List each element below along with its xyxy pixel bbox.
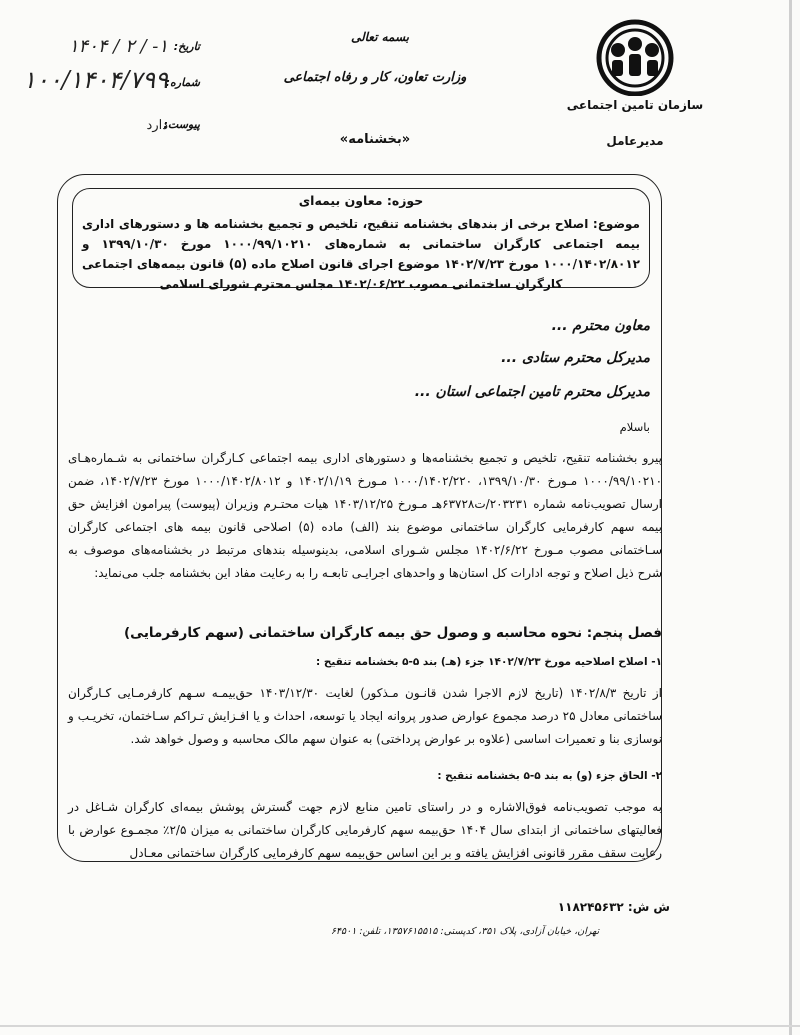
attachment-label: پیوست: <box>163 118 200 131</box>
attachment-value: دارد <box>146 118 168 133</box>
domain-line: حوزه: معاون بیمه‌ای <box>298 193 424 208</box>
document-type-label: «بخشنامه» <box>339 132 411 147</box>
salutation: باسلام <box>619 420 650 434</box>
item1-heading: ۱- اصلاح اصلاحیه مورخ ۱۴۰۲/۷/۲۳ جزء (هـ) بند ۵-۵ بخشنامه تنقیح : <box>315 656 662 668</box>
item2-paragraph: به موجب تصویب‌نامه فوق‌الاشاره و در راستای تامین منابع لازم جهت گسترش پوشش بیمه‌ای کارگران شـاغل در فعالیتهای ساختمانی از ابتدای سال ۱۴۰۴ حق‌بیمه سهم کارفرمایی کارگران ساختمانی به میزان ۲/۵٪ مجمـوع عوارض با رعایت سقف مقرر قانونی افزایش یافته و بر این اساس حق‌بیمه سهم کارفرمایی کارگران ساختمانی معـادل <box>68 800 663 860</box>
footer-address: تهران، خیابان آزادی، پلاک ۳۵۱، کدپستی: ۱۳۵۷۶۱۵۵۱۵، تلفن: ۶۴۵۰۱ <box>330 926 600 937</box>
subject-line: موضوع: اصلاح برخی از بندهای بخشنامه تنقیح، تلخیص و تجمیع بخشنامه ها و دستورهای اداری بیمه اجتماعی کارگران ساختمانی به شماره‌های ۱۰۰۰/۹۹/۱۰۲۱۰ مورخ ۱۳۹۹/۱۰/۳۰ و ۱۰۰۰/۱۴۰۲/۸۰۱۲ مورخ ۱۴۰۲/۷/۲۳ موضوع اجرای قانون اصلاح ماده (۵) قانون بیمه‌های اجتماعی کارگران ساختمانی مصوب ۱۴۰۲/۰۶/۲۲ مجلس محترم شورای اسلامی <box>82 217 640 291</box>
intro-paragraph: پیرو بخشنامه تنقیح، تلخیص و تجمیع بخشنامه‌ها و دستورهای اداری بیمه اجتماعی کـارگران ساختمانی به شـماره‌هـای ۱۰۰۰/۹۹/۱۰۲۱۰ مـورخ ۱۳۹۹/۱۰/۳۰، ۱۰۰۰/۱۴۰۲/۲۲۰ مـورخ ۱۴۰۲/۱/۱۹ و ۱۰۰۰/۱۴۰۲/۸۰۱۲ مورخ ۱۴۰۲/۷/۲۳، ضمن ارسال تصویب‌نامه شماره ۲۰۳۲۳۱/ت۶۳۷۲۸هـ مـورخ ۱۴۰۳/۱۲/۲۵ هیات محتـرم وزیران (پیوست) پیرامون افزایش حق بیمه سهم کارفرمایی کارگران ساختمانی موضوع بند (الف) ماده (۵) اصلاحی قانون بیمه های اجتماعی کارگران سـاختمانی مصوب مـورخ ۱۴۰۲/۶/۲۲ مجلس شـورای اسلامی، بدینوسیله بندهای مرتبط در بخشنامه‌های موصوف به شرح ذیل اصلاح و توجه ادارات کل استان‌ها و واحدهای اجرایـی تابعـه را به رعایت مفاد این بخشنامه جلب می‌نماید: <box>68 451 663 580</box>
addressee-province-director: مدیرکل محترم تامین اجتماعی استان ... <box>414 384 650 400</box>
scan-edge-bottom <box>0 1025 800 1027</box>
basmala-heading: بسمه تعالی <box>350 30 410 44</box>
date-value: ۱۴۰۴ / ۲ / -۱ <box>68 36 168 57</box>
ministry-heading: وزارت تعاون، کار و رفاه اجتماعی <box>283 70 467 85</box>
date-field <box>30 36 200 66</box>
footer-code: ش ش: ۱۱۸۲۴۵۶۳۲ <box>557 900 670 914</box>
addressee-hq-director: مدیرکل محترم ستادی ... <box>501 350 650 366</box>
item2-heading: ۲- الحاق جزء (و) به بند ۵-۵ بخشنامه تنقیح : <box>437 770 662 782</box>
social-security-emblem-icon <box>592 18 678 96</box>
date-label: تاریخ: <box>173 40 200 53</box>
section-title: فصل پنجم: نحوه محاسبه و وصول حق بیمه کارگران ساختمانی (سهم کارفرمایی) <box>124 625 662 641</box>
addressee-deputy: معاون محترم ... <box>551 318 650 334</box>
organization-name: سازمان تامین اجتماعی <box>566 98 704 112</box>
issuer-title: مدیرعامل <box>606 134 664 148</box>
attachment-field <box>30 114 200 144</box>
number-field <box>22 66 200 102</box>
scan-edge-right <box>789 0 792 1035</box>
letter-number-value: ۱۰۰/۱۴۰۴/۷۹۹ <box>22 66 168 94</box>
item1-paragraph: از تاریخ ۱۴۰۲/۸/۳ (تاریخ لازم الاجرا شدن قانـون مـذکور) لغایت ۱۴۰۳/۱۲/۳۰ حق‌بیمـه سـهم کارفرمـایی کـارگران ساختمانی معادل ۲۵ درصد مجموع عوارض صدور پروانه ایجاد یا توسعه، احداث و یا افـزایش تـراکم سـاختمان، تخریـب و نوسازی بنا و تعمیرات اساسی (علاوه بر عوارض پرداختی) به عنوان سهم مالک محاسبه و وصول خواهد شد. <box>68 686 663 746</box>
number-label: شماره: <box>165 76 200 89</box>
